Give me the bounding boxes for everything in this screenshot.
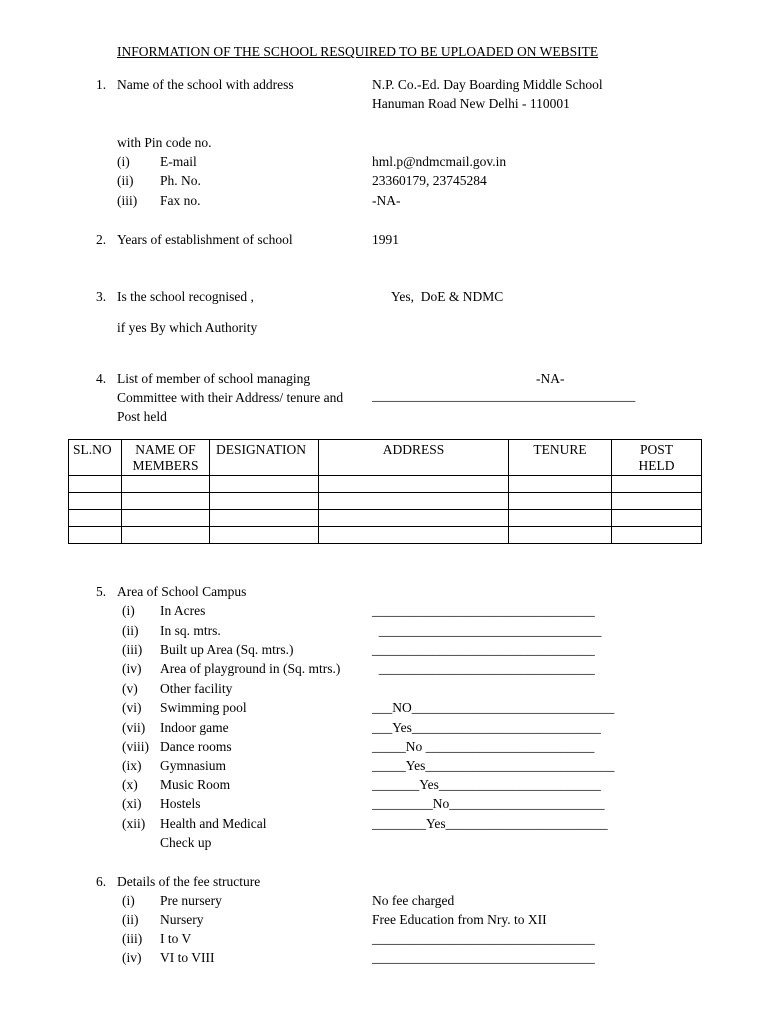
area-item-value: _____Yes____________________________ [372,758,615,773]
area-item-value: _________________________________ [372,642,595,657]
col-header-address: ADDRESS [319,440,509,476]
area-item-value: _________No_______________________ [372,796,605,811]
q3-sub-label: if yes By which Authority [117,320,258,335]
fee-item-number: (iii) [122,931,143,946]
school-name: N.P. Co.-Ed. Day Boarding Middle School [372,77,603,92]
q4-number: 4. [96,371,107,386]
table-cell [509,527,612,544]
area-item-number: (ix) [122,758,142,773]
area-item-value: _______Yes________________________ [372,777,601,792]
table-cell [319,527,509,544]
area-item-label: Hostels [160,796,201,811]
fee-item-number: (ii) [122,912,139,927]
table-cell [122,527,210,544]
recognition-value: Yes, DoE & NDMC [391,289,504,304]
fee-item-label: I to V [160,931,192,946]
table-cell [210,510,319,527]
area-item-label: Built up Area (Sq. mtrs.) [160,642,294,657]
fee-item-value: _________________________________ [372,950,595,965]
table-cell [69,493,122,510]
area-item-number: (iv) [122,661,142,676]
area-item-label: Area of playground in (Sq. mtrs.) [160,661,341,676]
area-item-value: ___NO______________________________ [372,700,615,715]
col-header-designation: DESIGNATION [210,440,319,476]
table-cell [612,476,702,493]
q5-label: Area of School Campus [117,584,247,599]
fee-item-value: No fee charged [372,893,455,908]
area-item-label: Music Room [160,777,231,792]
page-title: INFORMATION OF THE SCHOOL RESQUIRED TO BE UPLOADED ON WEBSITE [117,44,599,59]
table-cell [319,476,509,493]
area-item-number: (vi) [122,700,142,715]
area-item-number: (iii) [122,642,143,657]
table-row [69,510,702,527]
q1-item-num: (ii) [117,173,134,188]
area-item-number: (viii) [122,739,149,754]
area-item-value: ________Yes________________________ [372,816,608,831]
fax-value: -NA- [372,193,401,208]
q3-number: 3. [96,289,107,304]
area-item-value: _________________________________ [372,623,602,638]
q2-label: Years of establishment of school [117,232,293,247]
fax-label: Fax no. [160,193,201,208]
area-item-value: _____No _________________________ [372,739,595,754]
email-value: hml.p@ndmcmail.gov.in [372,154,507,169]
q1-item-num: (iii) [117,193,138,208]
table-cell [69,527,122,544]
col-header-post: POST HELD [612,440,702,476]
q1-item-num: (i) [117,154,130,169]
q6-number: 6. [96,874,107,889]
table-cell [210,527,319,544]
area-item-label-cont: Check up [160,835,212,850]
table-cell [122,493,210,510]
table-header-row [69,440,702,476]
fee-item-label: Pre nursery [160,893,222,908]
q4-label-line3: Post held [117,409,167,424]
table-row [69,476,702,493]
area-item-label: Gymnasium [160,758,226,773]
table-cell [612,510,702,527]
fee-item-label: Nursery [160,912,204,927]
area-item-label: In Acres [160,603,206,618]
area-item-label: Dance rooms [160,739,232,754]
area-item-number: (xi) [122,796,142,811]
table-cell [210,476,319,493]
q1-label: Name of the school with address [117,77,294,92]
q1-number: 1. [96,77,107,92]
area-item-label: Other facility [160,681,233,696]
table-row [69,493,702,510]
col-header-slno: SL.NO [69,440,122,476]
table-row [69,527,702,544]
establishment-year: 1991 [372,232,399,247]
table-cell [69,510,122,527]
area-item-value: ________________________________ [372,661,595,676]
fee-item-number: (iv) [122,950,142,965]
area-item-number: (vii) [122,720,146,735]
area-item-number: (xii) [122,816,146,831]
table-cell [69,476,122,493]
q4-label-line1: List of member of school managing [117,371,311,386]
fee-item-number: (i) [122,893,135,908]
area-item-value: _________________________________ [372,603,595,618]
area-item-label: Swimming pool [160,700,247,715]
q5-number: 5. [96,584,107,599]
q6-label: Details of the fee structure [117,874,261,889]
table-cell [612,527,702,544]
phone-value: 23360179, 23745284 [372,173,487,188]
fee-item-value: Free Education from Nry. to XII [372,912,547,927]
committee-value: -NA- [536,371,565,386]
area-item-number: (x) [122,777,138,792]
table-cell [210,493,319,510]
email-label: E-mail [160,154,197,169]
members-table [68,439,702,544]
table-cell [509,510,612,527]
area-item-number: (i) [122,603,135,618]
area-item-number: (v) [122,681,138,696]
phone-label: Ph. No. [160,173,201,188]
area-item-value: ___Yes____________________________ [372,720,601,735]
committee-underline: _______________________________________ [372,388,636,403]
table-cell [509,476,612,493]
table-cell [319,493,509,510]
school-address: Hanuman Road New Delhi - 110001 [372,96,570,111]
table-cell [612,493,702,510]
fee-item-label: VI to VIII [160,950,215,965]
table-cell [122,510,210,527]
fee-item-value: _________________________________ [372,931,595,946]
table-cell [319,510,509,527]
table-cell [122,476,210,493]
area-item-label: Indoor game [160,720,229,735]
col-header-name: NAME OF MEMBERS [122,440,210,476]
area-item-label: In sq. mtrs. [160,623,221,638]
col-header-tenure: TENURE [509,440,612,476]
area-item-number: (ii) [122,623,139,638]
q4-label-line2: Committee with their Address/ tenure and [117,390,344,405]
pin-label: with Pin code no. [117,135,212,150]
table-cell [509,493,612,510]
q3-label: Is the school recognised , [117,289,254,304]
q2-number: 2. [96,232,107,247]
area-item-label: Health and Medical [160,816,267,831]
